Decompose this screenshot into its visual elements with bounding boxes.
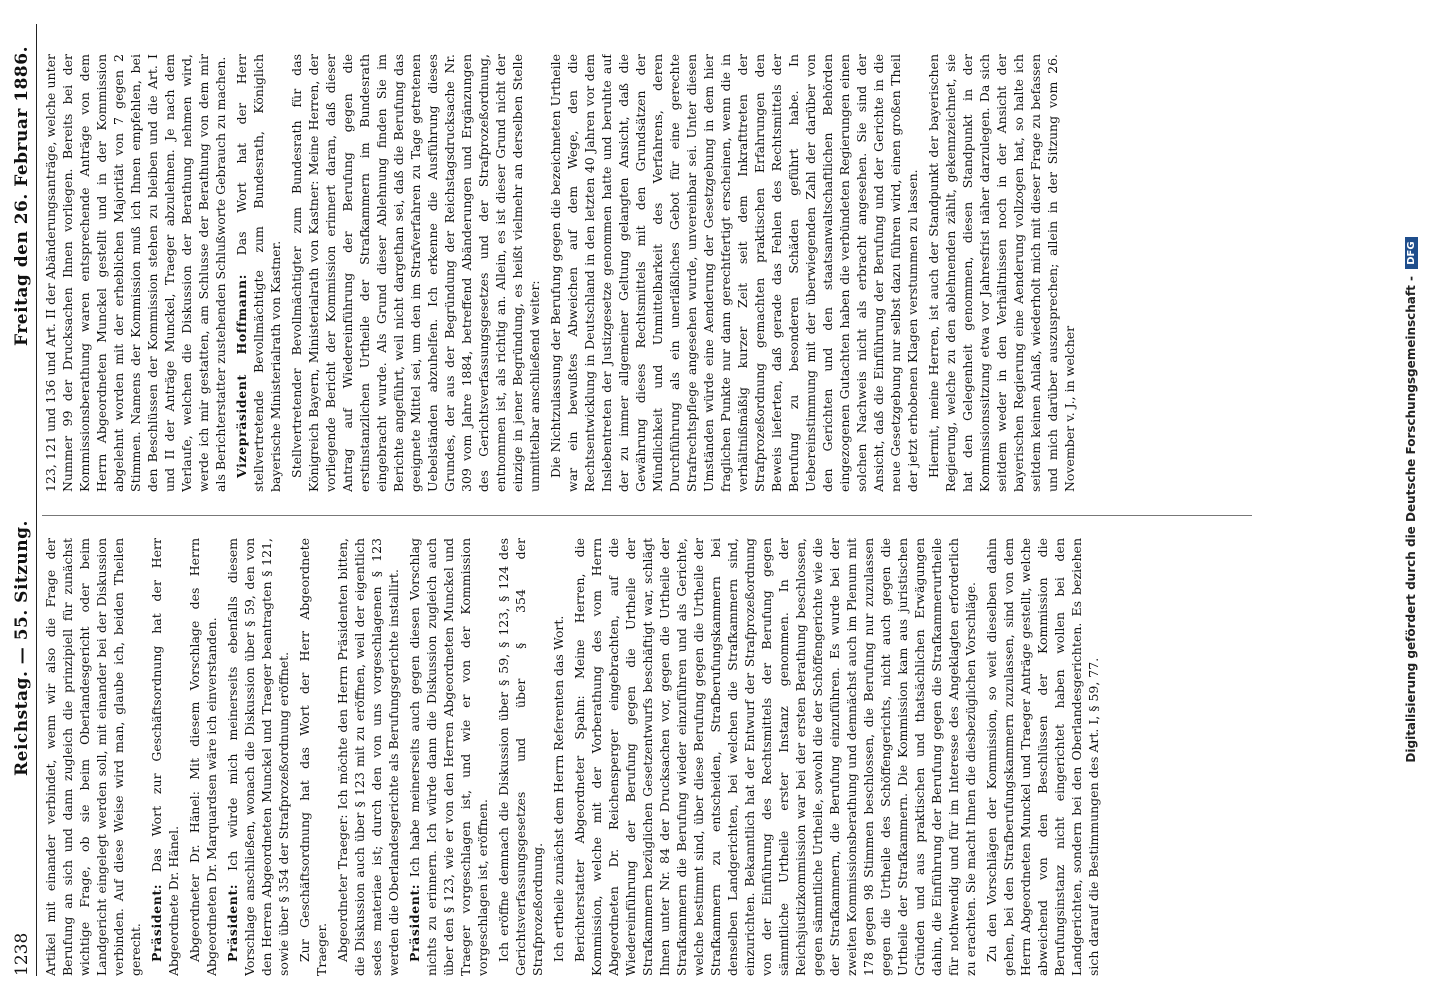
speaker-name: Präsident:: [407, 883, 422, 962]
paragraph: [925, 54, 1078, 492]
paragraph: [983, 538, 1102, 976]
paragraph-text: Hiermit, meine Herren, ist auch der Standpunkt der bayerischen Regierung, welche zu den ablehnenden zählt, gekennzeichnet, sie hat den Gelegenheit genommen, diesen Standpunkt in der Kommissionssitzung etwa vor Jahresfrist näher darzulegen. Da sich seitdem weder in den Verhältnissen noch in der Ansicht der bayerischen Regierung eine Aenderung vollzogen hat, so halte ich seitdem keinen Anlaß, wiederholt mich mit dieser Frage zu befassen und mich darüber auszusprechen; allein in der Sitzung vom 26. November v. J., in welcher: [926, 54, 1077, 492]
column-divider: [42, 515, 1252, 516]
paragraph: [148, 538, 182, 976]
paragraph: [495, 538, 546, 976]
paragraph: [547, 54, 921, 492]
paragraph: [186, 538, 220, 976]
paragraph-text: Das Wort hat der Herr stellvertretende Bevollmächtigte zum Bundesrath, Königlich bayerische Ministerialrath von Kastner.: [234, 54, 283, 492]
dfg-attribution: Digitalisierung gefördert durch die Deutsche Forschungsgemeinschaft -: [1404, 275, 1418, 763]
speaker-name: Präsident:: [149, 883, 164, 962]
paragraph-text: Ich ertheile zunächst dem Herrn Referenten das Wort.: [551, 615, 566, 962]
left-column: [42, 538, 1252, 976]
page-header: [10, 24, 37, 976]
paragraph-text: Zu den Vorschlägen der Kommission, so weit dieselben dahin gehen, bei den Strafberufungskammern zuzulassen, sind von dem Herrn Abgeordneten Munckel und Traeger Anträge gestellt, welche abweichend von den Beschlüssen der Kommission die Berufungsinstanz nicht eingerichtet haben wollen bei den Landgerichten, sondern bei den Oberlandesgerichten. Es beziehen sich darauf die Bestimmungen des Art. I, § 59, 77.: [984, 538, 1101, 976]
paragraph-text: Berichterstatter Abgeordneter Spahn: Meine Herren, die Kommission, welche mit der Vorberathung des vom Herrn Abgeordneten Dr. Reichensperger eingebrachten, auf die Wiedereinführung der Berufung gegen die Urtheile der Strafkammern bezüglichen Gesetzentwurfs beschäftigt war, schlägt Ihnen unter Nr. 84 der Drucksachen vor, gegen die Urtheile der Strafkammern die Berufung wieder einzuführen und als Gerichte, welche bestimmt sind, über diese Berufung gegen die Urtheile der Strafkammern zu entscheiden, Strafberufungskammern bei denselben Landgerichten, bei welchen die Strafkammern sind, einzurichten. Bekanntlich hat der Entwurf der Strafprozeßordnung von der Einführung des Rechtsmittels der Berufung gegen sämmtliche Urtheile erster Instanz genommen. In der Reichsjustizkommission war bei der ersten Berathung beschlossen, gegen sämmtliche Urtheile, sowohl die der Schöffengerichte wie die der Strafkammern, die Berufung einzuführen. Es wurde bei der zweiten Kommissionsberathung und demnächst auch im Plenum mit 178 gegen 98 Stimmen beschlossen, die Berufung nur zuzulassen gegen die Urtheile des Schöffengerichts, nicht auch gegen die Urtheile der Strafkammern. Die Kommission kam aus juristischen Gründen und aus praktischen und thatsächlichen Erwägungen dahin, die Einführung der Berufung gegen die Strafkammerurtheile für nothwendig und für im Interesse des Angeklagten erforderlich zu erachten. Sie macht Ihnen die diesbezüglichen Vorschläge.: [572, 538, 978, 976]
paragraph: [42, 54, 229, 492]
paragraph-text: Ich habe meinerseits auch gegen diesen Vorschlag nichts zu erinnern. Ich würde dann die Diskussion zugleich auch über den § 123, wie er von den Herren Abgeordneten Munckel und Traeger vorgeschlagen ist, und wie er von der Kommission vorgeschlagen ist, eröffnen.: [407, 538, 490, 976]
dfg-logo: DFG: [1405, 237, 1418, 268]
paragraph: [550, 538, 567, 976]
right-column: [42, 54, 1252, 492]
paragraph-text: 123, 121 und 136 und Art. II der Abänderungsanträge, welche unter Nummer 99 der Drucksachen Ihnen vorliegen. Bereits bei der Kommissionsberathung waren entsprechende Anträge von dem Herrn Abgeordneten Munckel gestellt und in der Kommission abgelehnt worden mit der erheblichen Majorität von 7 gegen 2 Stimmen. Namens der Kommission muß ich Ihnen empfehlen, bei den Beschlüssen der Kommission stehen zu bleiben und die Art. I und II der Anträge Munckel, Traeger abzulehnen. Je nach dem Verlaufe, welchen die Diskussion der Berathung nehmen wird, werde ich mir gestatten, am Schlusse der Berathung von dem mir als Berichterstatter zustehenden Schlußworte Gebrauch zu machen.: [43, 54, 228, 492]
paragraph: [224, 538, 292, 976]
page-number: 1238: [12, 932, 32, 976]
running-title: Reichstag. — 55. Sitzung.: [12, 520, 32, 776]
speaker-name: Präsident:: [225, 883, 240, 962]
paragraph-text: Ich eröffne demnach die Diskussion über § 59, § 123, § 124 des Gerichtsverfassungsgesetzes und über § 354 der Strafprozeßordnung.: [496, 538, 545, 976]
paragraph-text: Abgeordneter Traeger: Ich möchte den Herrn Präsidenten bitten, die Diskussion auch über § 123 mit zu eröffnen, weil der eigentlich sedes materiae ist; durch den von uns vorgeschlagenen § 123 werden die Oberlandesgerichte als Berufungsgerichte installirt.: [335, 538, 401, 976]
session-date: Freitag den 26. Februar 1886.: [12, 46, 32, 346]
paragraph-text: Abgeordneter Dr. Hänel: Mit diesem Vorschlage des Herrn Abgeordneten Dr. Marquardsen wäre ich einverstanden.: [187, 538, 219, 976]
paragraph-text: Stellvertretender Bevollmächtigter zum Bundesrath für das Königreich Bayern, Ministerialrath von Kastner: Meine Herren, der vorliegende Bericht der Kommission erinnert daran, daß dieser Antrag auf Wiedereinführung der Berufung gegen die erstinstanzlichen Urtheile der Strafkammern im Bundesrath eingebracht wurde. Als Grund dieser Ablehnung finden Sie im Berichte angeführt, weil nicht dargethan sei, daß die Berufung das geeignete Mittel sei, um den im Strafverfahren zu Tage getretenen Uebelständen abzuhelfen. Ich erkenne die Ausführung dieses Grundes, der aus der Begründung der Reichstagsdrucksache Nr. 309 vom Jahre 1884, betreffend Abänderungen und Ergänzungen des Gerichtsverfassungsgesetzes und der Strafprozeßordnung, entnommen ist, als richtig an. Allein, es ist dieser Grund nicht der einzige in jener Begründung, es heißt vielmehr an derselben Stelle unmittelbar anschließend weiter:: [289, 54, 542, 492]
paragraph-text: Das Wort zur Geschäftsordnung hat der Herr Abgeordnete Dr. Hänel.: [149, 538, 181, 976]
paragraph-text: Zur Geschäftsordnung hat das Wort der Herr Abgeordnete Traeger.: [297, 538, 329, 976]
paragraph-text: Artikel mit einander verbindet, wenn wir also die Frage der Berufung an sich und dann zugleich die prinzipiell für zunächst wichtige Frage, ob sie beim Oberlandesgericht oder beim Landgericht eingelegt werden soll, mit einander bei der Diskussion verbinden. Auf diese Weise wird man, glaube ich, beiden Theilen gerecht.: [43, 538, 143, 976]
paragraph: [288, 54, 543, 492]
speaker-name: Vizepräsident Hoffmann:: [234, 274, 249, 478]
paragraph-text: Die Nichtzulassung der Berufung gegen die bezeichneten Urtheile war ein bewußtes Abweichen auf dem Wege, den die Rechtsentwicklung in Deutschland in den letzten 40 Jahren vor dem Inslebentreten der Justizgesetze genommen hatte und beruhte auf der zu immer allgemeiner Geltung gelangten Ansicht, daß die Gewährung dieses Rechtsmittels mit den Grundsätzen der Mündlichkeit und Unmittelbarkeit des Verfahrens, deren Durchführung als ein unerläßliches Gebot für eine gerechte Strafrechtspflege angesehen wurde, unvereinbar sei. Unter diesen Umständen würde eine Aenderung der Gesetzgebung in dem hier fraglichen Punkte nur dann gerechtfertigt erscheinen, wenn die in verhältnißmäßig kurzer Zeit seit dem Inkrafttreten der Strafprozeßordnung gemachten praktischen Erfahrungen den Beweis lieferten, daß gerade das Fehlen des Rechtsmittels der Berufung zu besonderen Schäden geführt habe. In Uebereinstimmung mit der überwiegenden Zahl der darüber von den Gerichten und den staatsanwaltschaftlichen Behörden eingezogenen Gutachten haben die verbündeten Regierungen einen solchen Nachweis nicht als erbracht angesehen. Sie sind der Ansicht, daß die Einführung der Berufung und der Gerichte in die neue Gesetzgebung nur selbst dazu führen wird, einen großen Theil der jetzt erhobenen Klagen verstummen zu lassen.: [548, 54, 920, 492]
digitization-footer: [1404, 0, 1426, 1000]
paragraph: [296, 538, 330, 976]
paragraph: [233, 54, 284, 492]
paragraph-text: Ich würde mich meinerseits ebenfalls diesem Vorschlage anschließen, wonach die Diskussion über § 59, den von den Herren Abgeordneten Munckel und Traeger beantragten § 121, sowie über § 354 der Strafprozeßordnung eröffnet.: [225, 538, 291, 976]
paragraph: [334, 538, 402, 976]
paragraph: [571, 538, 979, 976]
paragraph: [406, 538, 491, 976]
paragraph: [42, 538, 144, 976]
